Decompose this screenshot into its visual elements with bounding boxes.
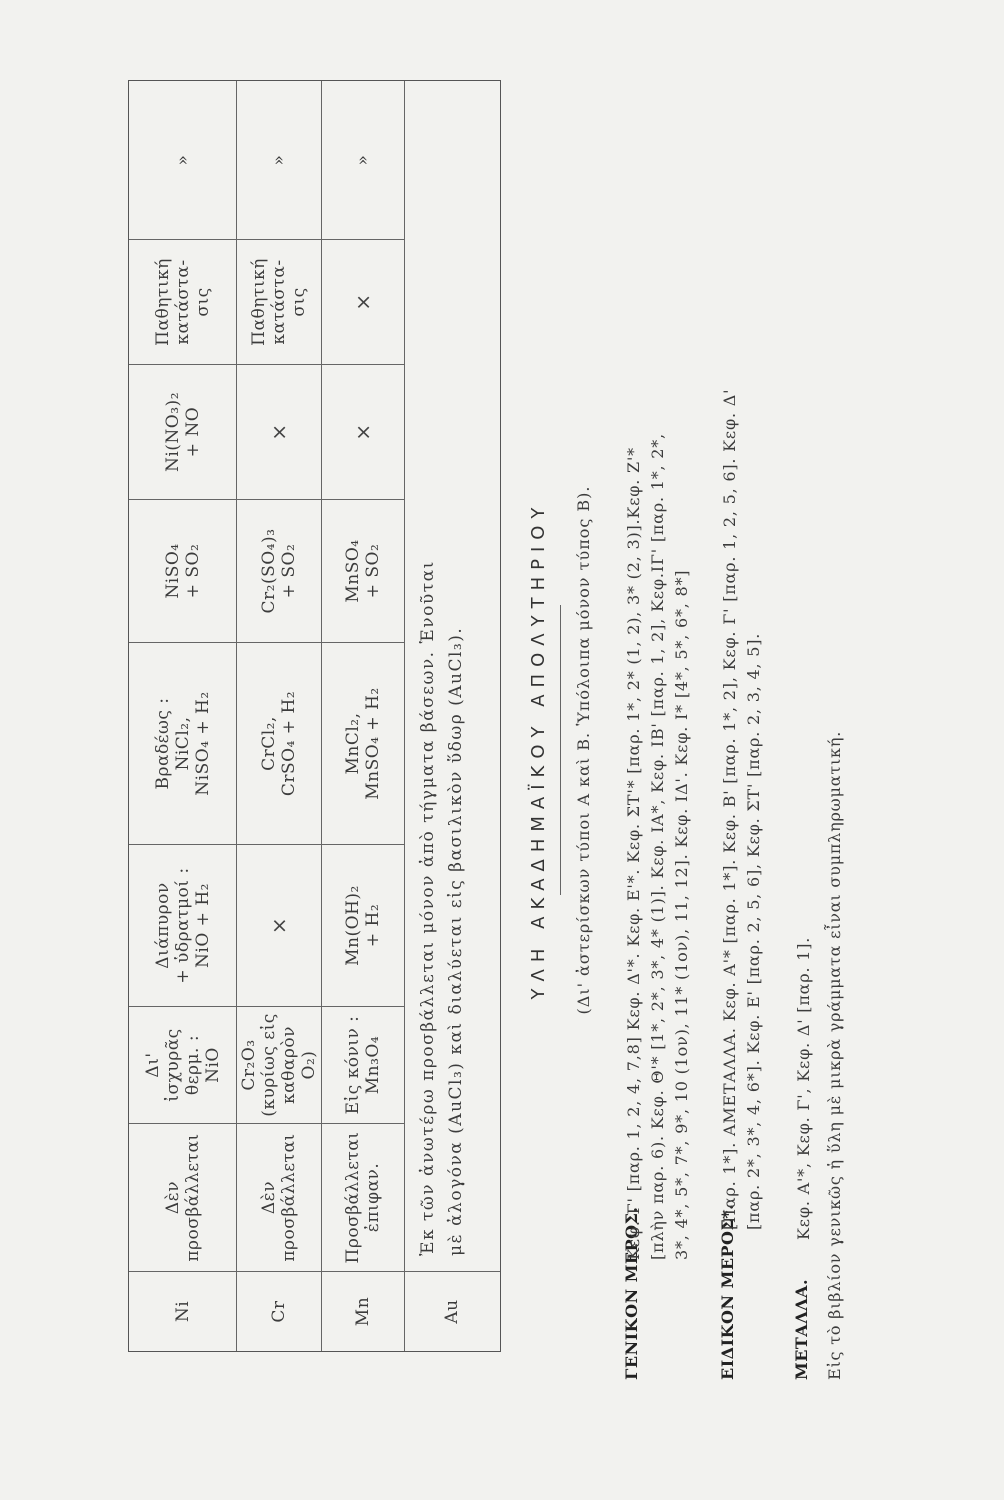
table-cell: Δὲν προσβάλλεται [129, 1123, 236, 1271]
table-cell: NiSO₄ + SO₂ [129, 499, 236, 642]
au-note-line: Ἐκ τῶν ἀνωτέρω προσβάλλεται μόνον ἀπὸ τήγματα βάσεων. Ἑνοῦται [418, 560, 438, 1256]
section-text: [Παρ. 1*]. ΑΜΕΤΑΛΛΑ. Κεφ. Α'* [παρ. 1*]. Κεφ. Β' [παρ. 1*, 2], Κεφ. Γ' [παρ. 1, 2, 5, 6]. Κεφ. Δ' [παρ. 2*, 3*, 4, 6*]. Κεφ. Ε' [παρ. 2, 5, 6], Κεφ. ΣΤ' [παρ. 2, 3, 4, 5]. [720, 388, 763, 1230]
element-cell: Au [404, 1271, 500, 1351]
table-cell: CrCl₂, CrSO₄ + H₂ [236, 642, 321, 844]
cross-mark: × [236, 364, 321, 499]
section-label: ΓΕΝΙΚΟΝ ΜΕΡΟΣ. [622, 1206, 641, 1380]
au-note-line: μὲ ἀλογόνα (AuCl₃) καὶ διαλύεται εἰς βασιλικὸν ὕδωρ (AuCl₃). [446, 626, 466, 1256]
table-cell: Mn(OH)₂ + H₂ [321, 844, 404, 1006]
table-cell: Δι' ἰσχυρᾶς θερμ. : NiO [129, 1006, 236, 1123]
table-cell: Παθητική κατάστα- σις [236, 239, 321, 364]
ditto-mark: » [352, 154, 373, 166]
element-cell: Cr [236, 1271, 321, 1351]
table-row-cr [236, 81, 322, 1351]
table-row-mn [321, 81, 405, 1351]
heading-rule [560, 605, 561, 895]
syllabus-subheading: (Δι' ἀστερίσκων τύποι Α καὶ Β. Ὑπόλοιπα μόνον τύπος Β). [574, 485, 593, 1015]
element-cell: Mn [321, 1271, 404, 1351]
table-row-au [404, 81, 500, 1351]
table-cell: MnSO₄ + SO₂ [321, 499, 404, 642]
table-cell: Ni(NO₃)₂ + NO [129, 364, 236, 499]
table-cell: Προσβάλλεται ἐπιφαν. [321, 1123, 404, 1271]
table-cell: Εἰς κόνιν : Mn₃O₄ [321, 1006, 404, 1123]
section-text: Κεφ. Α'*, Κεφ. Γ', Κεφ. Δ' [παρ. 1]. [794, 936, 813, 1240]
section-label: ΜΕΤΑΛΛΑ. [792, 1278, 811, 1380]
section-label: ΕΙΔΙΚΟΝ ΜΕΡΟΣ*. [718, 1203, 737, 1380]
section-text: Κεφ. Γ' [παρ. 1, 2, 4, 7,8] Κεφ. Δ'*. Κεφ. Ε'*. Κεφ. ΣΤ'* [παρ. 1*, 2* (1, 2), 3* (2, 3)].Κεφ. Ζ'* [πλὴν παρ. 6). Κεφ. Θ'* [1*, 2*, 3*, 4* (1)]. Κεφ. ΙΑ*, Κεφ. ΙΒ' [παρ. 1, 2], Κεφ.ΙΓ' [παρ. 1*, 2*, 3*, 4*, 5*, 7*, 9*, 10 (1ον), 11* (1ον), 11, 12]. Κεφ. ΙΔ'. Κεφ. Ι* [4*, 5*, 6*, 8*] [624, 433, 691, 1260]
table-cell: Δὲν προσβάλλεται [236, 1123, 321, 1271]
au-note [414, 560, 470, 1256]
ditto-mark: » [268, 154, 289, 166]
table-cell: Cr₂O₃ (κυρίως εἰς καθαρὸν O₂) [236, 1006, 321, 1123]
table-cell: Διάπυρον + ὑδρατμοί : NiO + H₂ [129, 844, 236, 1006]
syllabus-heading: ΥΛΗ ΑΚΑΔΗΜΑΪΚΟΥ ΑΠΟΛΥΤΗΡΙΟΥ [528, 500, 549, 1000]
cross-mark: × [321, 364, 404, 499]
ditto-mark: » [172, 154, 193, 166]
chemistry-table [128, 80, 501, 1352]
table-cell: MnCl₂, MnSO₄ + H₂ [321, 642, 404, 844]
footer-note: Εἰς τὸ βιβλίον γενικῶς ἡ ὕλη μὲ μικρὰ γράμματα εἶναι συμπληρωματική. [825, 730, 844, 1380]
cross-mark: × [236, 844, 321, 1006]
table-row-ni [129, 81, 237, 1351]
element-cell: Ni [129, 1271, 236, 1351]
cross-mark: × [321, 239, 404, 364]
table-cell: Βραδέως : NiCl₂, NiSO₄ + H₂ [129, 642, 236, 844]
table-cell: Παθητική κατάστα- σις [129, 239, 236, 364]
table-cell: Cr₂(SO₄)₃ + SO₂ [236, 499, 321, 642]
